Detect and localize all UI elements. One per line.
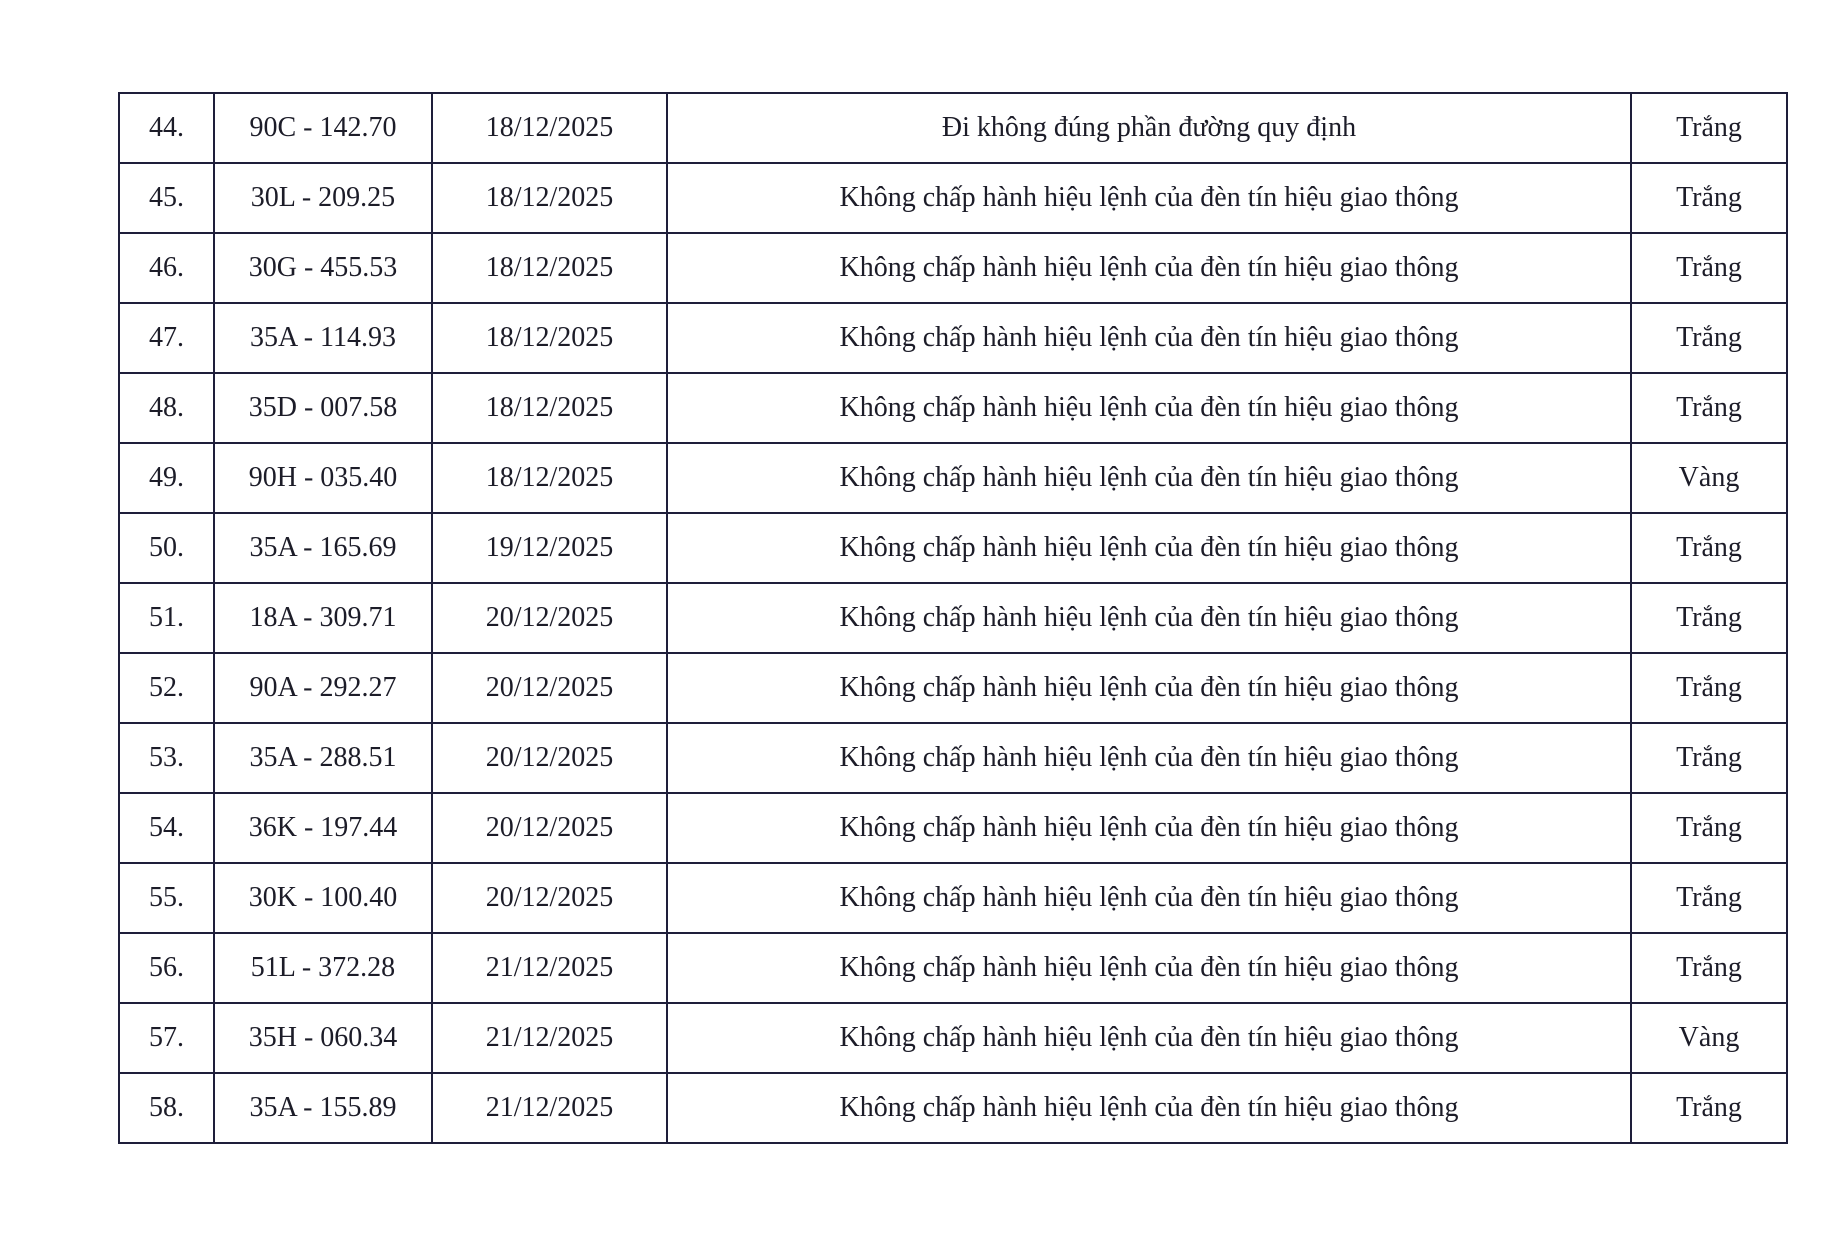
row-number: 54.	[119, 793, 214, 863]
violation-date: 21/12/2025	[432, 1003, 667, 1073]
row-number: 57.	[119, 1003, 214, 1073]
table-row	[119, 303, 1787, 373]
table-row	[119, 233, 1787, 303]
row-number: 46.	[119, 233, 214, 303]
violation-date: 18/12/2025	[432, 233, 667, 303]
table-row	[119, 163, 1787, 233]
table-row	[119, 933, 1787, 1003]
violation-date: 18/12/2025	[432, 303, 667, 373]
row-number: 53.	[119, 723, 214, 793]
violation-description: Không chấp hành hiệu lệnh của đèn tín hiệu giao thông	[667, 303, 1631, 373]
license-plate: 30L - 209.25	[214, 163, 432, 233]
plate-color: Trắng	[1631, 513, 1787, 583]
violation-description: Không chấp hành hiệu lệnh của đèn tín hiệu giao thông	[667, 653, 1631, 723]
license-plate: 90H - 035.40	[214, 443, 432, 513]
plate-color: Trắng	[1631, 93, 1787, 163]
row-number: 58.	[119, 1073, 214, 1143]
license-plate: 35A - 288.51	[214, 723, 432, 793]
table-row	[119, 583, 1787, 653]
violation-description: Không chấp hành hiệu lệnh của đèn tín hiệu giao thông	[667, 863, 1631, 933]
plate-color: Trắng	[1631, 1073, 1787, 1143]
plate-color: Vàng	[1631, 1003, 1787, 1073]
violation-description: Không chấp hành hiệu lệnh của đèn tín hiệu giao thông	[667, 513, 1631, 583]
violation-date: 19/12/2025	[432, 513, 667, 583]
violation-date: 18/12/2025	[432, 163, 667, 233]
table-row	[119, 1073, 1787, 1143]
plate-color: Trắng	[1631, 373, 1787, 443]
license-plate: 30G - 455.53	[214, 233, 432, 303]
plate-color: Trắng	[1631, 653, 1787, 723]
license-plate: 35H - 060.34	[214, 1003, 432, 1073]
row-number: 49.	[119, 443, 214, 513]
row-number: 50.	[119, 513, 214, 583]
table-row	[119, 863, 1787, 933]
violation-description: Không chấp hành hiệu lệnh của đèn tín hiệu giao thông	[667, 793, 1631, 863]
row-number: 52.	[119, 653, 214, 723]
violation-date: 20/12/2025	[432, 793, 667, 863]
license-plate: 90C - 142.70	[214, 93, 432, 163]
violation-description: Không chấp hành hiệu lệnh của đèn tín hiệu giao thông	[667, 1003, 1631, 1073]
table-row	[119, 1003, 1787, 1073]
row-number: 44.	[119, 93, 214, 163]
license-plate: 35A - 155.89	[214, 1073, 432, 1143]
violation-date: 20/12/2025	[432, 723, 667, 793]
row-number: 45.	[119, 163, 214, 233]
license-plate: 36K - 197.44	[214, 793, 432, 863]
plate-color: Trắng	[1631, 933, 1787, 1003]
violation-date: 18/12/2025	[432, 443, 667, 513]
table-row	[119, 373, 1787, 443]
violation-date: 21/12/2025	[432, 933, 667, 1003]
row-number: 55.	[119, 863, 214, 933]
violation-date: 21/12/2025	[432, 1073, 667, 1143]
violation-date: 20/12/2025	[432, 863, 667, 933]
violations-table-body	[119, 93, 1787, 1143]
plate-color: Trắng	[1631, 793, 1787, 863]
row-number: 48.	[119, 373, 214, 443]
violation-date: 18/12/2025	[432, 93, 667, 163]
plate-color: Trắng	[1631, 163, 1787, 233]
violation-description: Không chấp hành hiệu lệnh của đèn tín hiệu giao thông	[667, 233, 1631, 303]
license-plate: 35A - 165.69	[214, 513, 432, 583]
violation-description: Không chấp hành hiệu lệnh của đèn tín hiệu giao thông	[667, 933, 1631, 1003]
violation-description: Không chấp hành hiệu lệnh của đèn tín hiệu giao thông	[667, 443, 1631, 513]
plate-color: Trắng	[1631, 583, 1787, 653]
violation-date: 20/12/2025	[432, 583, 667, 653]
table-row	[119, 723, 1787, 793]
row-number: 47.	[119, 303, 214, 373]
plate-color: Trắng	[1631, 303, 1787, 373]
plate-color: Trắng	[1631, 233, 1787, 303]
violation-description: Không chấp hành hiệu lệnh của đèn tín hiệu giao thông	[667, 1073, 1631, 1143]
violation-date: 18/12/2025	[432, 373, 667, 443]
table-row	[119, 513, 1787, 583]
table-row	[119, 793, 1787, 863]
license-plate: 30K - 100.40	[214, 863, 432, 933]
license-plate: 90A - 292.27	[214, 653, 432, 723]
plate-color: Trắng	[1631, 863, 1787, 933]
violation-description: Không chấp hành hiệu lệnh của đèn tín hiệu giao thông	[667, 373, 1631, 443]
violation-date: 20/12/2025	[432, 653, 667, 723]
license-plate: 35A - 114.93	[214, 303, 432, 373]
violation-description: Đi không đúng phần đường quy định	[667, 93, 1631, 163]
violation-description: Không chấp hành hiệu lệnh của đèn tín hiệu giao thông	[667, 163, 1631, 233]
plate-color: Trắng	[1631, 723, 1787, 793]
plate-color: Vàng	[1631, 443, 1787, 513]
violation-description: Không chấp hành hiệu lệnh của đèn tín hiệu giao thông	[667, 723, 1631, 793]
license-plate: 18A - 309.71	[214, 583, 432, 653]
license-plate: 51L - 372.28	[214, 933, 432, 1003]
row-number: 56.	[119, 933, 214, 1003]
violation-description: Không chấp hành hiệu lệnh của đèn tín hiệu giao thông	[667, 583, 1631, 653]
row-number: 51.	[119, 583, 214, 653]
table-row	[119, 443, 1787, 513]
table-row	[119, 653, 1787, 723]
violations-table	[118, 92, 1788, 1144]
license-plate: 35D - 007.58	[214, 373, 432, 443]
table-row	[119, 93, 1787, 163]
